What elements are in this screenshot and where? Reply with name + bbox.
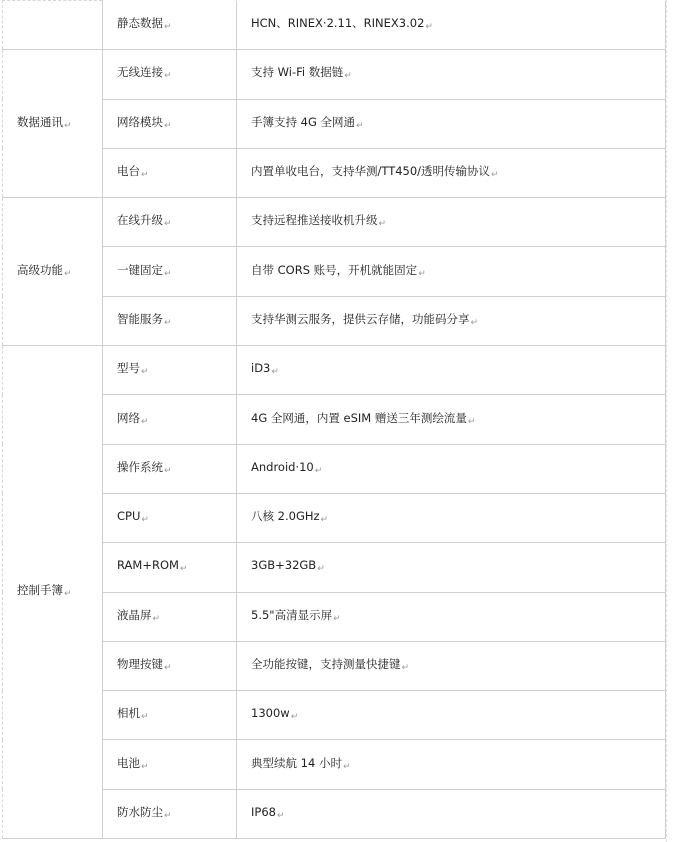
paragraph-mark-icon: ↵ [64,268,72,279]
table-row [3,346,666,395]
item-label: 无线连接 [117,65,163,80]
table-row [3,543,666,592]
item-label: 电台 [117,164,140,179]
spec-table-body [3,1,666,839]
value-cell [237,592,666,641]
paragraph-mark-icon: ↵ [470,317,479,328]
item-cell [103,543,237,592]
value-cell [237,346,666,395]
paragraph-mark-icon: ↵ [317,564,325,575]
value-text: 支持 Wi-Fi 数据链 [251,65,344,80]
paragraph-mark-icon: ↵ [64,589,72,600]
paragraph-mark-icon: ↵ [164,268,172,279]
item-cell [103,99,237,148]
item-label: 在线升级 [117,213,163,228]
paragraph-mark-icon: ↵ [164,810,172,821]
value-text: IP68 [251,804,276,819]
paragraph-mark-icon: ↵ [164,120,172,131]
value-text: 1300w [251,706,290,721]
category-cell [3,198,103,346]
table-row [3,444,666,493]
paragraph-mark-icon: ↵ [467,416,476,427]
value-cell [237,99,666,148]
item-cell [103,50,237,99]
paragraph-mark-icon: ↵ [164,465,172,476]
item-cell [103,789,237,838]
item-cell [103,296,237,345]
value-text: 5.5"高清显示屏 [251,607,333,622]
item-cell [103,691,237,740]
item-label: 操作系统 [117,459,163,474]
paragraph-mark-icon: ↵ [164,21,172,32]
item-label: 物理按键 [117,657,163,671]
value-cell [237,543,666,592]
paragraph-mark-icon: ↵ [333,613,341,624]
value-text: 支持远程推送接收机升级 [251,213,378,228]
value-cell [237,148,666,197]
item-label: 智能服务 [117,311,163,326]
table-row [3,691,666,740]
value-cell [237,789,666,838]
table-row [3,641,666,690]
value-text: iD3 [251,361,271,376]
paragraph-mark-icon: ↵ [491,170,499,181]
value-text: Android·10 [251,459,314,474]
value-cell [237,247,666,296]
value-cell [237,296,666,345]
item-label: 型号 [117,361,140,376]
item-cell [103,493,237,542]
table-row [3,296,666,345]
paragraph-mark-icon: ↵ [179,564,188,575]
value-text: 4G 全网通，内置 eSIM 赠送三年测绘流量 [251,410,467,425]
paragraph-mark-icon: ↵ [418,268,426,279]
value-text: 3GB+32GB [251,558,317,573]
item-label: 网络 [117,410,140,425]
category-cell [3,50,103,198]
value-text: 八核 2.0GHz [251,509,320,524]
paragraph-mark-icon: ↵ [314,465,323,476]
paragraph-mark-icon: ↵ [271,367,279,378]
value-cell [237,1,666,50]
spec-table [2,0,666,839]
paragraph-mark-icon: ↵ [320,515,329,526]
paragraph-mark-icon: ↵ [378,219,387,230]
table-row [3,99,666,148]
table-row [3,740,666,789]
item-cell [103,1,237,50]
category-label: 控制手簿 [17,583,63,598]
paragraph-mark-icon: ↵ [141,712,149,723]
paragraph-mark-icon: ↵ [164,663,172,673]
paragraph-mark-icon: ↵ [344,71,352,82]
value-cell [237,740,666,789]
category-label: 数据通讯 [17,114,63,129]
item-label: 电池 [117,755,140,770]
value-text: 支持华测云服务，提供云存储，功能码分享 [251,311,470,326]
item-cell [103,444,237,493]
value-text: HCN、RINEX·2.11、RINEX3.02 [251,15,425,30]
table-row [3,493,666,542]
value-cell [237,691,666,740]
paragraph-mark-icon: ↵ [290,712,299,723]
value-cell [237,444,666,493]
paragraph-mark-icon: ↵ [152,613,161,624]
paragraph-mark-icon: ↵ [141,170,149,181]
paragraph-mark-icon: ↵ [356,120,364,131]
item-cell [103,641,237,690]
category-cell [3,346,103,839]
value-cell [237,198,666,247]
value-text: 典型续航 14 小时 [251,755,342,770]
item-label: 液晶屏 [117,607,152,622]
paragraph-mark-icon: ↵ [141,416,149,427]
value-text: 自带 CORS 账号，开机就能固定 [251,262,418,277]
table-row [3,50,666,99]
paragraph-mark-icon: ↵ [401,663,410,673]
category-label: 高级功能 [17,262,63,277]
table-row [3,395,666,444]
paragraph-mark-icon: ↵ [141,515,149,526]
item-label: 静态数据 [117,15,163,30]
item-cell [103,247,237,296]
paragraph-mark-icon: ↵ [164,317,172,328]
paragraph-mark-icon: ↵ [64,120,72,131]
table-row [3,789,666,838]
paragraph-mark-icon: ↵ [141,367,149,378]
paragraph-mark-icon: ↵ [164,71,172,82]
item-cell [103,395,237,444]
item-label: 相机 [117,706,140,721]
item-label: RAM+ROM [117,558,179,573]
item-cell [103,198,237,247]
item-cell [103,740,237,789]
table-row [3,592,666,641]
item-label: CPU [117,509,141,524]
value-text: 手簿支持 4G 全网通 [251,114,356,129]
table-row [3,148,666,197]
table-row [3,247,666,296]
paragraph-mark-icon: ↵ [164,219,172,230]
item-cell [103,148,237,197]
paragraph-mark-icon: ↵ [342,761,351,772]
item-cell [103,346,237,395]
item-cell [103,592,237,641]
page-edge-line [666,0,668,842]
value-cell [237,50,666,99]
item-label: 网络模块 [117,114,163,129]
value-cell [237,395,666,444]
value-text: 全功能按键，支持测量快捷键 [251,657,401,671]
item-label: 一键固定 [117,262,163,277]
item-label: 防水防尘 [117,804,163,819]
paragraph-mark-icon: ↵ [425,21,433,32]
table-row [3,1,666,50]
paragraph-mark-icon: ↵ [141,761,149,772]
category-cell [3,1,103,50]
value-cell [237,493,666,542]
value-text: 内置单收电台，支持华测/TT450/透明传输协议 [251,164,491,179]
table-row [3,198,666,247]
value-cell [237,641,666,690]
paragraph-mark-icon: ↵ [276,810,285,821]
